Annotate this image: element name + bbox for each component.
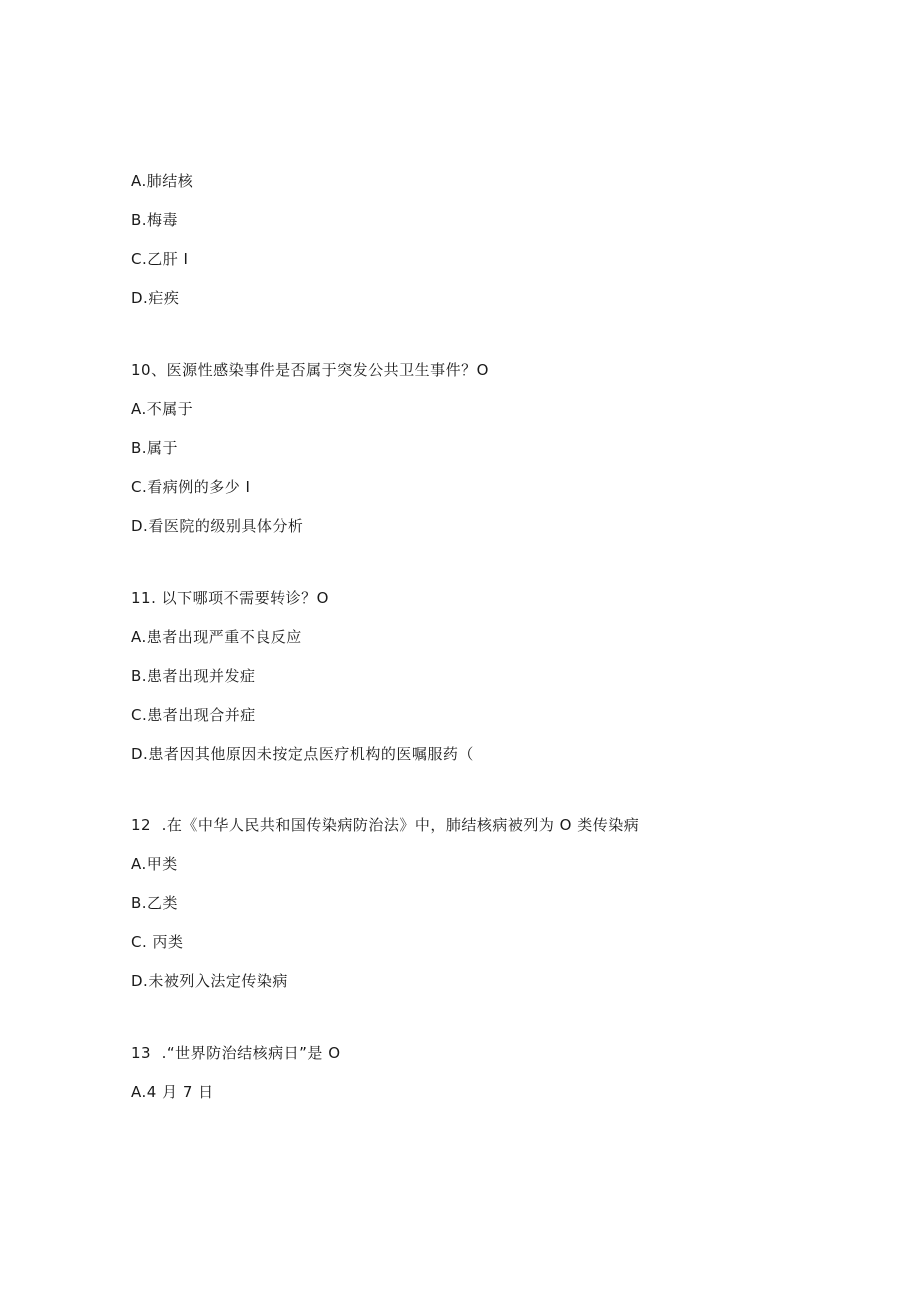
q11-option-b: B.患者出现并发症 [131, 667, 256, 685]
q9-option-a: A.肺结核 [131, 172, 194, 190]
q11-option-d: D.患者因其他原因未按定点医疗机构的医嘱服药（ [131, 745, 474, 763]
q13-question: 13 .“世界防治结核病日”是 O [131, 1044, 341, 1062]
q11-option-a: A.患者出现严重不良反应 [131, 628, 302, 646]
q11-question: 11. 以下哪项不需要转诊？O [131, 589, 329, 607]
q10-option-d: D.看医院的级别具体分析 [131, 517, 304, 535]
q10-option-b: B.属于 [131, 439, 179, 457]
q13-option-a: A.4 月 7 日 [131, 1083, 214, 1101]
q12-question: 12 .在《中华人民共和国传染病防治法》中，肺结核病被列为 O 类传染病 [131, 816, 640, 834]
q12-option-b: B.乙类 [131, 894, 179, 912]
q10-option-c: C.看病例的多少 I [131, 478, 251, 496]
q12-option-a: A.甲类 [131, 855, 178, 873]
q9-option-d: D.疟疾 [131, 289, 180, 307]
q10-option-a: A.不属于 [131, 400, 194, 418]
q9-option-b: B.梅毒 [131, 211, 179, 229]
q11-option-c: C.患者出现合并症 [131, 706, 256, 724]
q12-option-c: C. 丙类 [131, 933, 184, 951]
q10-question: 10、医源性感染事件是否属于突发公共卫生事件？O [131, 361, 489, 379]
q9-option-c: C.乙肝 I [131, 250, 189, 268]
q12-option-d: D.未被列入法定传染病 [131, 972, 288, 990]
